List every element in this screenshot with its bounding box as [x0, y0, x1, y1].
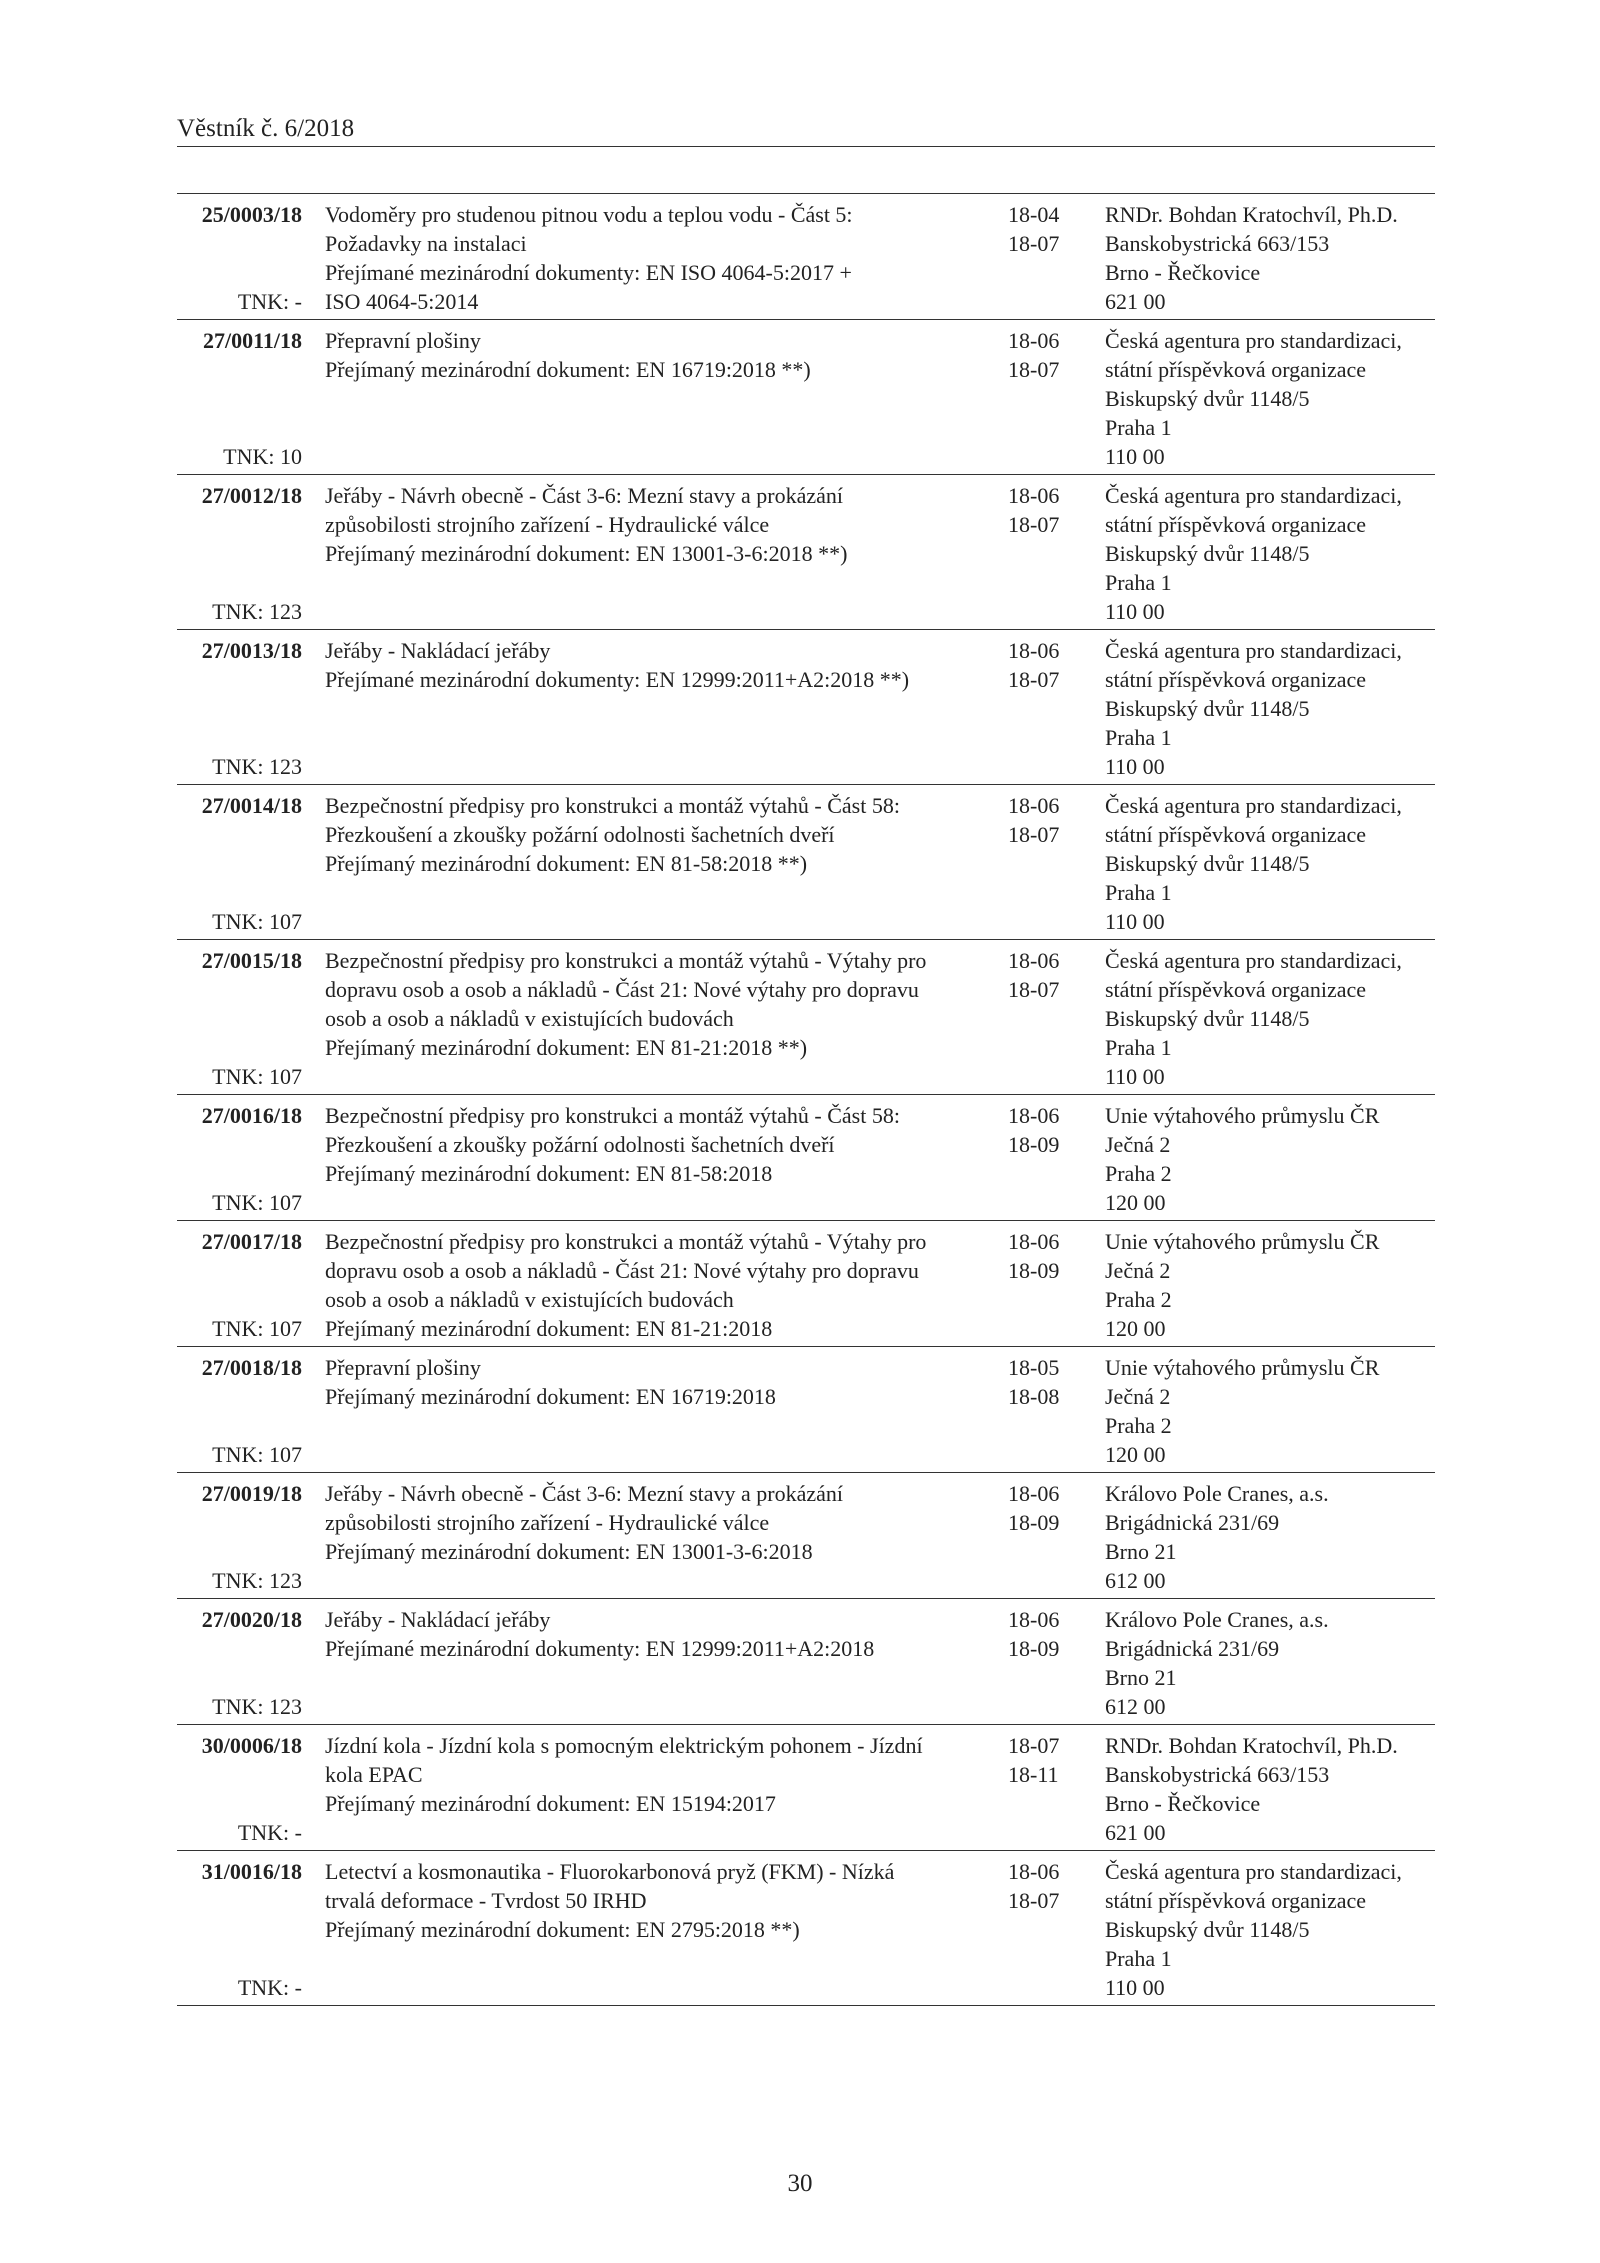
date-value: 18-06	[1008, 1859, 1060, 1884]
address-line: RNDr. Bohdan Kratochvíl, Ph.D.	[1105, 1733, 1398, 1758]
table-row	[177, 1725, 1435, 1851]
address-line: státní příspěvková organizace	[1105, 512, 1367, 537]
table-row	[177, 630, 1435, 785]
entry-dates-cell	[1008, 481, 1093, 626]
address-line: 110 00	[1105, 444, 1165, 469]
entry-number: 27/0016/18	[201, 1103, 302, 1128]
address-line: RNDr. Bohdan Kratochvíl, Ph.D.	[1105, 202, 1398, 227]
entry-description-cell	[325, 1479, 1008, 1595]
address-line: 110 00	[1105, 1064, 1165, 1089]
entry-dates-cell	[1008, 791, 1093, 936]
address-line: Česká agentura pro standardizaci,	[1105, 1859, 1402, 1884]
date-value: 18-07	[1008, 357, 1060, 382]
date-value: 18-06	[1008, 328, 1060, 353]
page-header-title: Věstník č. 6/2018	[177, 115, 355, 142]
address-line: Česká agentura pro standardizaci,	[1105, 328, 1402, 353]
address-line: Praha 2	[1105, 1413, 1172, 1438]
description-line: Požadavky na instalaci	[325, 231, 527, 256]
description-line: Jeřáby - Nakládací jeřáby	[325, 638, 551, 663]
entry-number: 30/0006/18	[201, 1733, 302, 1758]
description-line: Jeřáby - Návrh obecně - Část 3-6: Mezní stavy a prokázání	[325, 483, 844, 508]
address-line: Biskupský dvůr 1148/5	[1105, 386, 1310, 411]
description-line: osob a osob a nákladů v existujících budovách	[325, 1287, 734, 1312]
date-value: 18-06	[1008, 1481, 1060, 1506]
description-line: Přepravní plošiny	[325, 1355, 481, 1380]
date-value: 18-06	[1008, 483, 1060, 508]
table-row	[177, 1095, 1435, 1221]
address-line: Praha 1	[1105, 1035, 1172, 1060]
address-line: Praha 1	[1105, 415, 1172, 440]
page-number: 30	[787, 2170, 813, 2197]
entry-dates-cell	[1008, 1605, 1093, 1721]
entry-description-cell	[325, 1857, 1008, 2002]
entry-description-cell	[325, 1605, 1008, 1721]
description-line: Bezpečnostní předpisy pro konstrukci a montáž výtahů - Výtahy pro	[325, 1229, 927, 1254]
entry-identifier-cell	[177, 481, 302, 626]
address-line: Biskupský dvůr 1148/5	[1105, 541, 1310, 566]
date-value: 18-07	[1008, 977, 1060, 1002]
description-line: Přejímaný mezinárodní dokument: EN 81-21:2018 **)	[325, 1035, 808, 1060]
entry-identifier-cell	[177, 636, 302, 781]
entry-tnk: TNK: 123	[212, 1694, 302, 1719]
entry-tnk: TNK: -	[237, 1975, 302, 2000]
description-line: Letectví a kosmonautika - Fluorokarbonová pryž (FKM) - Nízká	[325, 1859, 895, 1884]
entry-description-cell	[325, 1353, 1008, 1469]
address-line: 120 00	[1105, 1316, 1166, 1341]
table-row	[177, 785, 1435, 940]
entry-tnk: TNK: 107	[212, 1190, 302, 1215]
entry-description-cell	[325, 200, 1008, 316]
entry-number: 27/0017/18	[201, 1229, 302, 1254]
entry-number: 27/0012/18	[201, 483, 302, 508]
entry-address-cell	[1105, 1101, 1435, 1217]
description-line: ISO 4064-5:2014	[325, 289, 479, 314]
address-line: státní příspěvková organizace	[1105, 822, 1367, 847]
description-line: Přejímaný mezinárodní dokument: EN 2795:2018 **)	[325, 1917, 800, 1942]
entry-address-cell	[1105, 326, 1435, 471]
entry-identifier-cell	[177, 1479, 302, 1595]
description-line: osob a osob a nákladů v existujících budovách	[325, 1006, 734, 1031]
entry-dates-cell	[1008, 1731, 1093, 1847]
entry-address-cell	[1105, 946, 1435, 1091]
address-line: Česká agentura pro standardizaci,	[1105, 948, 1402, 973]
entry-identifier-cell	[177, 200, 302, 316]
description-line: Přejímaný mezinárodní dokument: EN 81-58:2018	[325, 1161, 773, 1186]
entry-identifier-cell	[177, 1857, 302, 2002]
entry-description-cell	[325, 1101, 1008, 1217]
address-line: 612 00	[1105, 1568, 1166, 1593]
date-value: 18-06	[1008, 1103, 1060, 1128]
entry-dates-cell	[1008, 1227, 1093, 1343]
address-line: Banskobystrická 663/153	[1105, 1762, 1330, 1787]
description-line: Přejímaný mezinárodní dokument: EN 13001-3-6:2018 **)	[325, 541, 848, 566]
entry-description-cell	[325, 1731, 1008, 1847]
address-line: 621 00	[1105, 1820, 1166, 1845]
address-line: Brno - Řečkovice	[1105, 260, 1261, 285]
standards-table	[177, 193, 1435, 2006]
entry-tnk: TNK: 107	[212, 1064, 302, 1089]
date-value: 18-09	[1008, 1510, 1060, 1535]
address-line: 120 00	[1105, 1442, 1166, 1467]
description-line: dopravu osob a osob a nákladů - Část 21: Nové výtahy pro dopravu	[325, 1258, 919, 1283]
entry-dates-cell	[1008, 1353, 1093, 1469]
entry-dates-cell	[1008, 636, 1093, 781]
entry-description-cell	[325, 791, 1008, 936]
date-value: 18-06	[1008, 1229, 1060, 1254]
description-line: Bezpečnostní předpisy pro konstrukci a montáž výtahů - Část 58:	[325, 793, 900, 818]
description-line: způsobilosti strojního zařízení - Hydraulické válce	[325, 1510, 770, 1535]
entry-tnk: TNK: 123	[212, 1568, 302, 1593]
address-line: Biskupský dvůr 1148/5	[1105, 696, 1310, 721]
description-line: Vodoměry pro studenou pitnou vodu a teplou vodu - Část 5:	[325, 202, 853, 227]
description-line: Jeřáby - Nakládací jeřáby	[325, 1607, 551, 1632]
address-line: 110 00	[1105, 1975, 1165, 2000]
address-line: Unie výtahového průmyslu ČR	[1105, 1229, 1380, 1254]
entry-identifier-cell	[177, 1353, 302, 1469]
date-value: 18-09	[1008, 1636, 1060, 1661]
entry-description-cell	[325, 946, 1008, 1091]
address-line: státní příspěvková organizace	[1105, 977, 1367, 1002]
entry-dates-cell	[1008, 326, 1093, 471]
date-value: 18-06	[1008, 948, 1060, 973]
date-value: 18-05	[1008, 1355, 1060, 1380]
description-line: dopravu osob a osob a nákladů - Část 21: Nové výtahy pro dopravu	[325, 977, 919, 1002]
entry-address-cell	[1105, 200, 1435, 316]
description-line: Přejímaný mezinárodní dokument: EN 81-58:2018 **)	[325, 851, 808, 876]
description-line: Přejímaný mezinárodní dokument: EN 15194:2017	[325, 1791, 776, 1816]
description-line: Přepravní plošiny	[325, 328, 481, 353]
date-value: 18-11	[1008, 1762, 1059, 1787]
address-line: Unie výtahového průmyslu ČR	[1105, 1103, 1380, 1128]
entry-tnk: TNK: 123	[212, 599, 302, 624]
address-line: Česká agentura pro standardizaci,	[1105, 483, 1402, 508]
date-value: 18-07	[1008, 231, 1060, 256]
description-line: Bezpečnostní předpisy pro konstrukci a montáž výtahů - Výtahy pro	[325, 948, 927, 973]
description-line: Jízdní kola - Jízdní kola s pomocným elektrickým pohonem - Jízdní	[325, 1733, 923, 1758]
address-line: Královo Pole Cranes, a.s.	[1105, 1481, 1329, 1506]
address-line: státní příspěvková organizace	[1105, 1888, 1367, 1913]
date-value: 18-04	[1008, 202, 1060, 227]
table-row	[177, 194, 1435, 320]
address-line: Ječná 2	[1105, 1258, 1171, 1283]
address-line: Banskobystrická 663/153	[1105, 231, 1330, 256]
address-line: Biskupský dvůr 1148/5	[1105, 1917, 1310, 1942]
description-line: Přezkoušení a zkoušky požární odolnosti šachetních dveří	[325, 1132, 835, 1157]
description-line: Bezpečnostní předpisy pro konstrukci a montáž výtahů - Část 58:	[325, 1103, 900, 1128]
date-value: 18-07	[1008, 512, 1060, 537]
entry-address-cell	[1105, 481, 1435, 626]
entry-identifier-cell	[177, 326, 302, 471]
date-value: 18-08	[1008, 1384, 1060, 1409]
address-line: Biskupský dvůr 1148/5	[1105, 851, 1310, 876]
address-line: Ječná 2	[1105, 1132, 1171, 1157]
address-line: 110 00	[1105, 599, 1165, 624]
address-line: Brno 21	[1105, 1665, 1177, 1690]
address-line: Ječná 2	[1105, 1384, 1171, 1409]
date-value: 18-07	[1008, 667, 1060, 692]
entry-description-cell	[325, 481, 1008, 626]
entry-tnk: TNK: 107	[212, 1442, 302, 1467]
entry-address-cell	[1105, 1605, 1435, 1721]
description-line: Přejímané mezinárodní dokumenty: EN ISO 4064-5:2017 +	[325, 260, 852, 285]
date-value: 18-06	[1008, 793, 1060, 818]
entry-address-cell	[1105, 1479, 1435, 1595]
address-line: Brigádnická 231/69	[1105, 1636, 1280, 1661]
description-line: Přejímaný mezinárodní dokument: EN 16719:2018	[325, 1384, 776, 1409]
entry-dates-cell	[1008, 1101, 1093, 1217]
description-line: Jeřáby - Návrh obecně - Část 3-6: Mezní stavy a prokázání	[325, 1481, 844, 1506]
date-value: 18-06	[1008, 1607, 1060, 1632]
address-line: Praha 1	[1105, 880, 1172, 905]
entry-number: 27/0011/18	[202, 328, 302, 353]
entry-tnk: TNK: 107	[212, 1316, 302, 1341]
entry-identifier-cell	[177, 1605, 302, 1721]
address-line: Praha 1	[1105, 725, 1172, 750]
entry-number: 27/0020/18	[201, 1607, 302, 1632]
date-value: 18-07	[1008, 1888, 1060, 1913]
description-line: Přejímané mezinárodní dokumenty: EN 12999:2011+A2:2018 **)	[325, 667, 910, 692]
address-line: státní příspěvková organizace	[1105, 357, 1367, 382]
description-line: trvalá deformace - Tvrdost 50 IRHD	[325, 1888, 647, 1913]
address-line: Praha 1	[1105, 1946, 1172, 1971]
date-value: 18-09	[1008, 1258, 1060, 1283]
entry-dates-cell	[1008, 1857, 1093, 2002]
entry-identifier-cell	[177, 791, 302, 936]
description-line: kola EPAC	[325, 1762, 423, 1787]
entry-address-cell	[1105, 1857, 1435, 2002]
address-line: Biskupský dvůr 1148/5	[1105, 1006, 1310, 1031]
entry-number: 27/0018/18	[201, 1355, 302, 1380]
date-value: 18-07	[1008, 822, 1060, 847]
entry-tnk: TNK: 123	[212, 754, 302, 779]
address-line: 612 00	[1105, 1694, 1166, 1719]
page-header	[177, 108, 1435, 147]
address-line: Brigádnická 231/69	[1105, 1510, 1280, 1535]
address-line: Brno 21	[1105, 1539, 1177, 1564]
entry-address-cell	[1105, 636, 1435, 781]
entry-tnk: TNK: -	[237, 289, 302, 314]
entry-number: 27/0013/18	[201, 638, 302, 663]
entry-number: 27/0019/18	[201, 1481, 302, 1506]
entry-tnk: TNK: 107	[212, 909, 302, 934]
description-line: způsobilosti strojního zařízení - Hydraulické válce	[325, 512, 770, 537]
address-line: 120 00	[1105, 1190, 1166, 1215]
table-row	[177, 320, 1435, 475]
table-row	[177, 1347, 1435, 1473]
entry-tnk: TNK: -	[237, 1820, 302, 1845]
date-value: 18-06	[1008, 638, 1060, 663]
entry-identifier-cell	[177, 1101, 302, 1217]
table-row	[177, 1473, 1435, 1599]
entry-description-cell	[325, 1227, 1008, 1343]
entry-identifier-cell	[177, 946, 302, 1091]
date-value: 18-09	[1008, 1132, 1060, 1157]
entry-identifier-cell	[177, 1731, 302, 1847]
entry-number: 25/0003/18	[201, 202, 302, 227]
entry-address-cell	[1105, 791, 1435, 936]
entry-number: 27/0015/18	[201, 948, 302, 973]
address-line: Královo Pole Cranes, a.s.	[1105, 1607, 1329, 1632]
entry-dates-cell	[1008, 946, 1093, 1091]
entry-tnk: TNK: 10	[223, 444, 302, 469]
description-line: Přejímané mezinárodní dokumenty: EN 12999:2011+A2:2018	[325, 1636, 875, 1661]
entry-number: 27/0014/18	[201, 793, 302, 818]
address-line: 110 00	[1105, 909, 1165, 934]
entry-description-cell	[325, 636, 1008, 781]
address-line: Unie výtahového průmyslu ČR	[1105, 1355, 1380, 1380]
table-row	[177, 1221, 1435, 1347]
entry-number: 31/0016/18	[201, 1859, 302, 1884]
table-row	[177, 1599, 1435, 1725]
address-line: Praha 2	[1105, 1287, 1172, 1312]
address-line: Brno - Řečkovice	[1105, 1791, 1261, 1816]
description-line: Přejímaný mezinárodní dokument: EN 81-21:2018	[325, 1316, 773, 1341]
entry-dates-cell	[1008, 200, 1093, 316]
description-line: Přejímaný mezinárodní dokument: EN 13001-3-6:2018	[325, 1539, 813, 1564]
date-value: 18-07	[1008, 1733, 1060, 1758]
address-line: Česká agentura pro standardizaci,	[1105, 793, 1402, 818]
description-line: Přezkoušení a zkoušky požární odolnosti šachetních dveří	[325, 822, 835, 847]
entry-identifier-cell	[177, 1227, 302, 1343]
address-line: 621 00	[1105, 289, 1166, 314]
address-line: Praha 2	[1105, 1161, 1172, 1186]
address-line: Česká agentura pro standardizaci,	[1105, 638, 1402, 663]
description-line: Přejímaný mezinárodní dokument: EN 16719:2018 **)	[325, 357, 811, 382]
address-line: státní příspěvková organizace	[1105, 667, 1367, 692]
address-line: 110 00	[1105, 754, 1165, 779]
address-line: Praha 1	[1105, 570, 1172, 595]
entry-dates-cell	[1008, 1479, 1093, 1595]
table-row	[177, 940, 1435, 1095]
table-row	[177, 1851, 1435, 2006]
entry-address-cell	[1105, 1353, 1435, 1469]
entry-address-cell	[1105, 1227, 1435, 1343]
table-row	[177, 475, 1435, 630]
entry-address-cell	[1105, 1731, 1435, 1847]
entry-description-cell	[325, 326, 1008, 471]
